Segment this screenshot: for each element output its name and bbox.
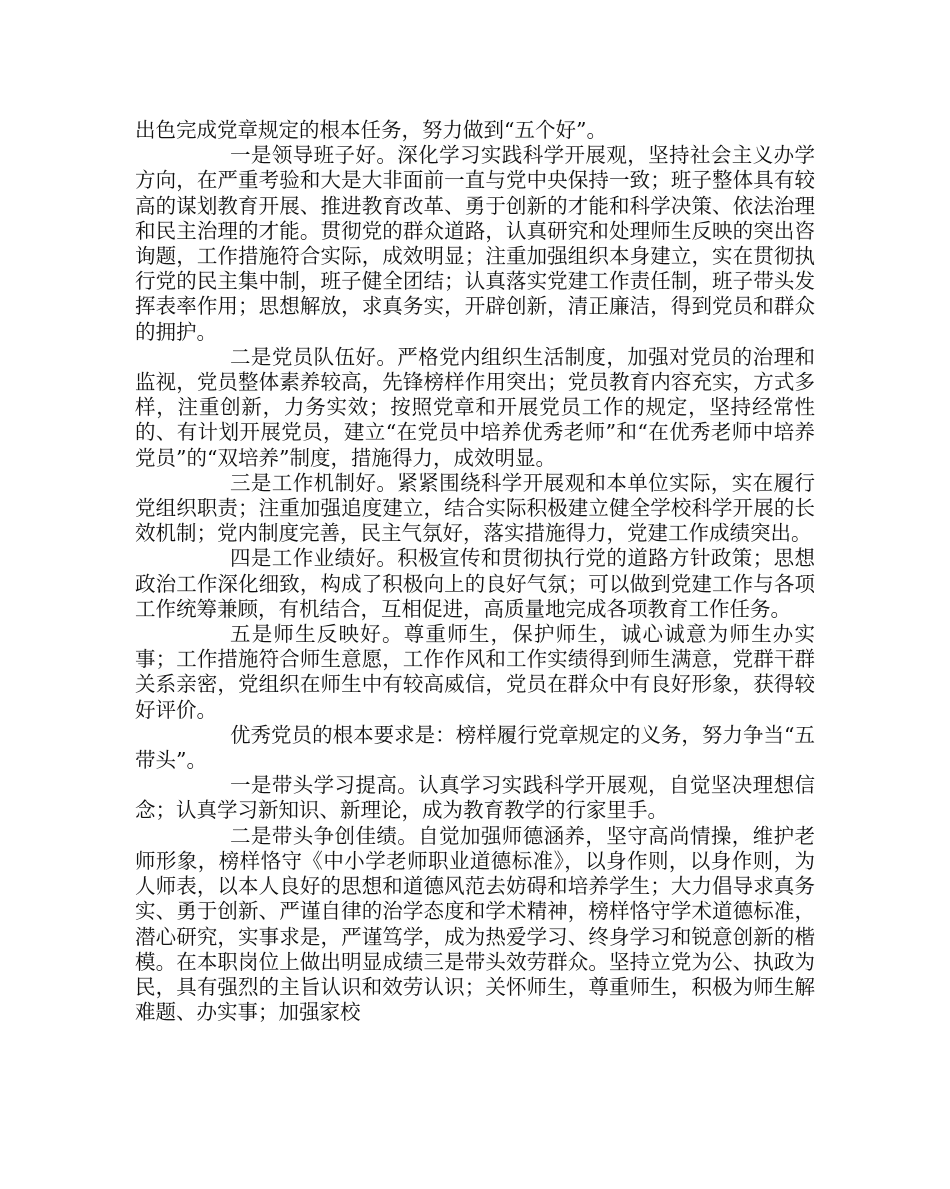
paragraph-6: 五是师生反映好。尊重师生，保护师生，诚心诚意为师生办实事；工作措施符合师生意愿，工作作风和工作实绩得到师生满意，党群干群关系亲密，党组织在师生中有较高威信，党员在群众中有良好形象，获得较好评价。 [135,622,815,722]
paragraph-5: 四是工作业绩好。积极宣传和贯彻执行党的道路方针政策；思想政治工作深化细致，构成了积极向上的良好气氛；可以做到党建工作与各项工作统筹兼顾，有机结合，互相促进，高质量地完成各项教育工作任务。 [135,546,815,621]
paragraph-4: 三是工作机制好。紧紧围绕科学开展观和本单位实际，实在履行党组织职责；注重加强追度建立，结合实际积极建立健全学校科学开展的长效机制；党内制度完善，民主气氛好，落实措施得力，党建工作成绩突出。 [135,470,815,546]
paragraph-2: 一是领导班子好。深化学习实践科学开展观，坚持社会主义办学方向，在严重考验和大是大非面前一直与党中央保持一致；班子整体具有较高的谋划教育开展、推进教育改革、勇于创新的才能和科学决策、依法治理和民主治理的才能。贯彻党的群众道路，认真研究和处理师生反映的突出咨询题，工作措施符合实际，成效明显；注重加强组织本身建立，实在贯彻执行党的民主集中制，班子健全团结；认真落实党建工作责任制，班子带头发挥表率作用；思想解放，求真务实，开辟创新，清正廉洁，得到党员和群众的拥护。 [135,143,815,344]
paragraph-1: 出色完成党章规定的根本任务，努力做到“五个好”。 [135,118,607,142]
paragraph-9: 二是带头争创佳绩。自觉加强师德涵养，坚守高尚情操，维护老师形象，榜样恪守《中小学老师职业道德标准》，以身作则，以身作则，为人师表，以本人良好的思想和道德风范去妨碍和培养学生；大力倡导求真务实、勇于创新、严谨自律的治学态度和学术精神，榜样恪守学术道德标准，潜心研究，实事求是，严谨笃学，成为热爱学习、终身学习和锐意创新的楷模。在本职岗位上做出明显成绩三是带头效劳群众。坚持立党为公、执政为民，具有强烈的主旨认识和效劳认识；关怀师生，尊重师生，积极为师生解难题、办实事；加强家校 [135,823,815,1025]
paragraph-3: 二是党员队伍好。严格党内组织生活制度，加强对党员的治理和监视，党员整体素养较高，先锋榜样作用突出；党员教育内容充实，方式多样，注重创新，力务实效；按照党章和开展党员工作的规定，坚持经常性的、有计划开展党员，建立“在党员中培养优秀老师”和“在优秀老师中培养党员”的“双培养”制度，措施得力，成效明显。 [135,344,815,470]
document-body [135,118,815,1025]
paragraph-8: 一是带头学习提高。认真学习实践科学开展观，自觉坚决理想信念；认真学习新知识、新理论，成为教育教学的行家里手。 [135,773,815,823]
paragraph-7: 优秀党员的根本要求是：榜样履行党章规定的义务，努力争当“五带头”。 [135,722,815,773]
